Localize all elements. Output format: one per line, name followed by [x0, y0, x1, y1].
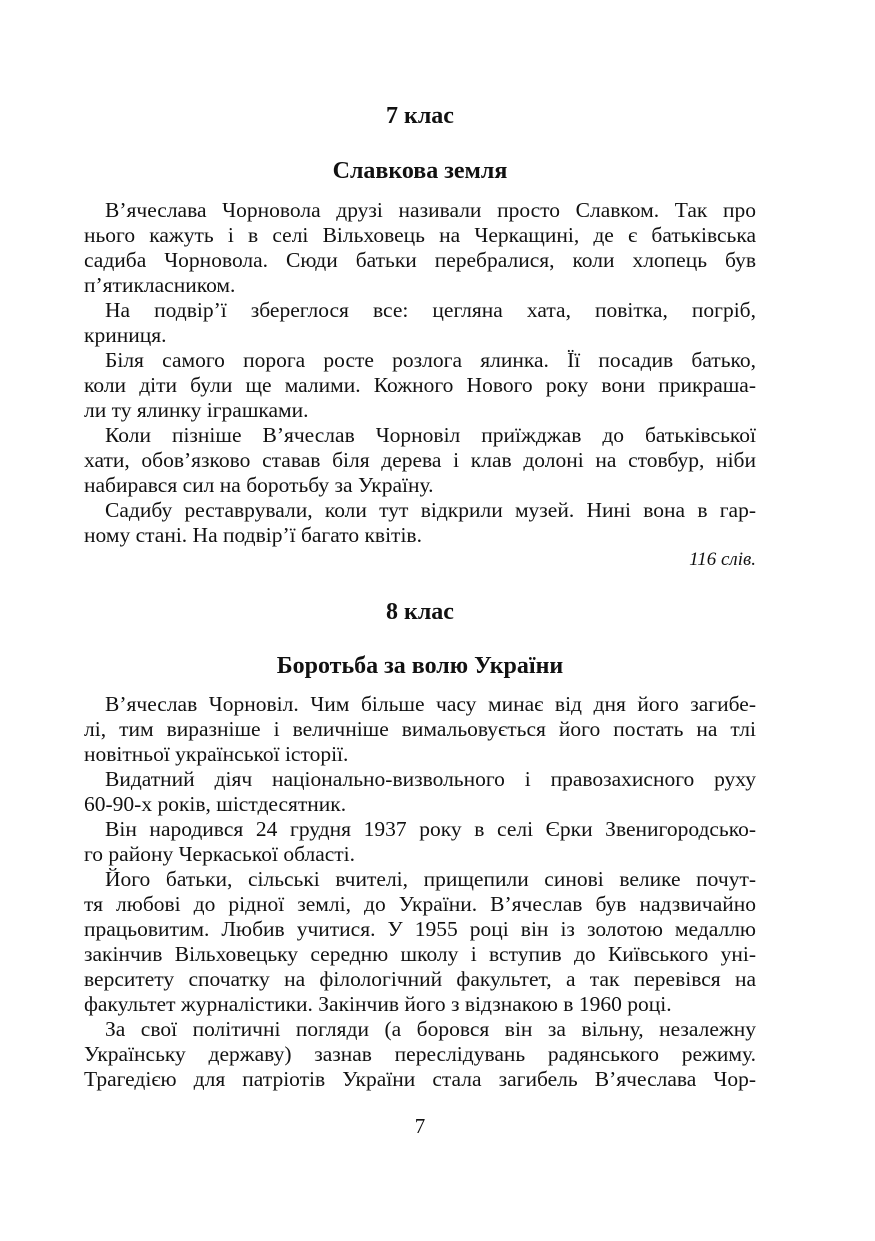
- text-line: нього кажуть і в селі Вільховець на Черкащині, де є батьківська: [84, 223, 756, 247]
- text-line: Садибу реставрували, коли тут відкрили музей. Нині вона в гар-: [105, 498, 756, 522]
- text-line: лі, тим виразніше і величніше вимальовується його постать на тлі: [84, 717, 756, 741]
- text-line: садиба Чорновола. Сюди батьки перебралися, коли хлопець був: [84, 248, 756, 272]
- text-line: новітньої української історії.: [84, 742, 349, 766]
- text-line: хати, обов’язково ставав біля дерева і клав долоні на стовбур, ніби: [84, 448, 756, 472]
- text-line: Трагедією для патріотів України стала загибель В’ячеслава Чор-: [84, 1067, 756, 1091]
- text-line: коли діти були ще малими. Кожного Нового року вони прикраша-: [84, 373, 756, 397]
- text-line: Видатний діяч національно-визвольного і правозахисного руху: [105, 767, 756, 791]
- story-title-borotba: Боротьба за волю України: [276, 653, 564, 679]
- text-line: працьовитим. Любив учитися. У 1955 році він із золотою медаллю: [84, 917, 756, 941]
- text-line: закінчив Вільховецьку середню школу і вступив до Київського уні-: [84, 942, 756, 966]
- text-line: го району Черкаської області.: [84, 842, 356, 866]
- text-line: п’ятикласником.: [84, 273, 236, 297]
- text-line: Біля самого порога росте розлога ялинка. Її посадив батько,: [105, 348, 756, 372]
- text-line: 60-90-х років, шістдесятник.: [84, 792, 347, 816]
- text-line: факультет журналістики. Закінчив його з відзнакою в 1960 році.: [84, 992, 672, 1016]
- text-line: За свої політичні погляди (а боровся він за вільну, незалежну: [105, 1017, 756, 1041]
- story-title-slavkova-zemlia: Славкова земля: [332, 158, 508, 184]
- text-line: набирався сил на боротьбу за Україну.: [84, 473, 434, 497]
- text-line: Його батьки, сільські вчителі, прищепили синові велике почут-: [105, 867, 756, 891]
- text-line: В’ячеслав Чорновіл. Чим більше часу минає від дня його загибе-: [105, 692, 756, 716]
- text-line: ному стані. На подвір’ї багато квітів.: [84, 523, 422, 547]
- page-number: 7: [414, 1114, 426, 1138]
- text-line: тя любові до рідної землі, до України. В’ячеслав був надзвичайно: [84, 892, 756, 916]
- text-line: В’ячеслава Чорновола друзі називали просто Славком. Так про: [105, 198, 756, 222]
- text-line: криниця.: [84, 323, 167, 347]
- text-line: ли ту ялинку іграшками.: [84, 398, 309, 422]
- text-line: верситету спочатку на філологічний факультет, а так перевівся на: [84, 967, 756, 991]
- grade-heading-8: 8 клас: [386, 599, 454, 625]
- text-line: На подвір’ї збереглося все: цегляна хата, повітка, погріб,: [105, 298, 756, 322]
- grade-heading-7: 7 клас: [386, 103, 454, 129]
- text-line: Коли пізніше В’ячеслав Чорновіл приїжджав до батьківської: [105, 423, 756, 447]
- word-count: 116 слів.: [689, 549, 756, 570]
- text-line: Він народився 24 грудня 1937 року в селі Єрки Звенигородсько-: [105, 817, 756, 841]
- text-line: Українську державу) зазнав переслідувань радянського режиму.: [84, 1042, 756, 1066]
